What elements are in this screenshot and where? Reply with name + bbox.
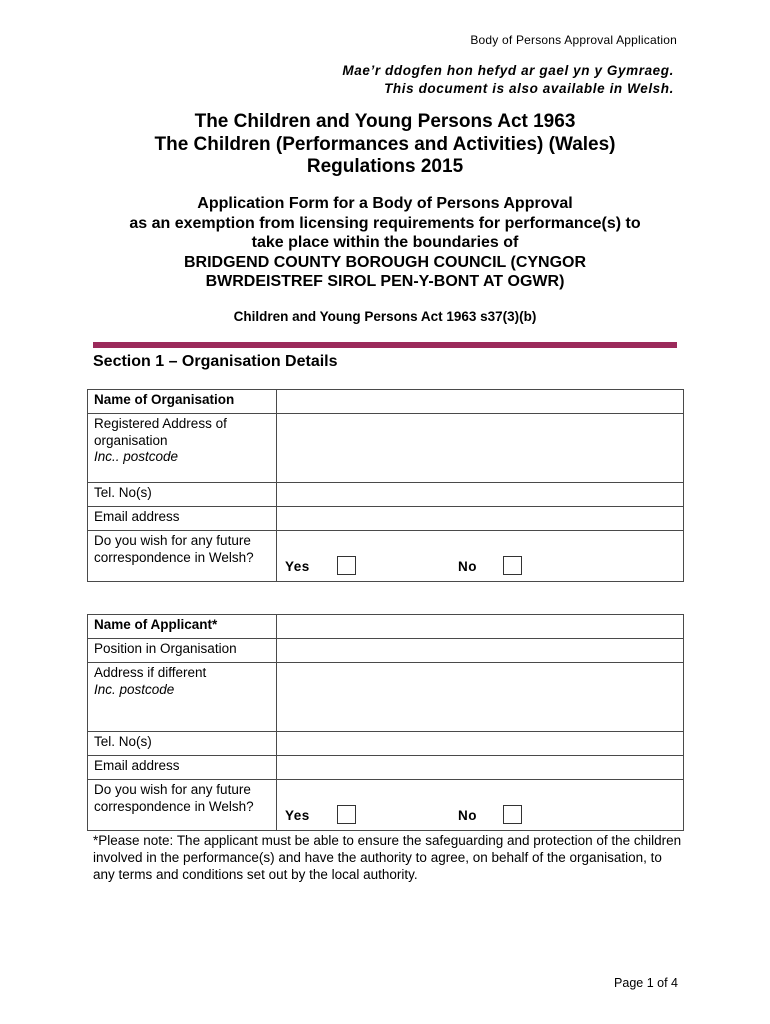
organisation-address-label: [88, 414, 277, 483]
title-line: The Children and Young Persons Act 1963: [194, 111, 576, 132]
organisation-name-field[interactable]: [277, 390, 684, 414]
subtitle-line: BWRDEISTREF SIROL PEN-Y-BONT AT OGWR): [205, 273, 565, 290]
organisation-tel-field[interactable]: [277, 483, 684, 507]
page-number: Page 1 of 4: [614, 976, 678, 990]
applicant-name-label: Name of Applicant*: [88, 615, 277, 639]
applicant-tel-label: Tel. No(s): [88, 732, 277, 756]
yes-checkbox[interactable]: [337, 556, 356, 575]
section-divider: [93, 342, 677, 348]
applicant-position-label: Position in Organisation: [88, 639, 277, 663]
act-reference: Children and Young Persons Act 1963 s37(3)(b): [233, 309, 537, 324]
applicant-name-field[interactable]: [277, 615, 684, 639]
no-label: No: [458, 558, 477, 574]
applicant-note: *Please note: The applicant must be able to ensure the safeguarding and protection of the children involved in the performance(s) and have the authority to agree, on behalf of the organisation, to any terms and conditions set out by the local authority.: [93, 833, 682, 882]
organisation-welsh-options: [277, 531, 684, 582]
organisation-name-label: Name of Organisation: [88, 390, 277, 414]
subtitle-line: BRIDGEND COUNTY BOROUGH COUNCIL (CYNGOR: [183, 253, 587, 271]
no-checkbox[interactable]: [503, 556, 522, 575]
applicant-welsh-options: [277, 780, 684, 831]
organisation-email-field[interactable]: [277, 507, 684, 531]
welsh-notice-welsh: Mae’r ddogfen hon hefyd ar gael yn y Gymraeg.: [342, 63, 674, 78]
organisation-tel-label: Tel. No(s): [88, 483, 277, 507]
subtitle-line: Application Form for a Body of Persons Approval: [197, 195, 573, 212]
organisation-address-field[interactable]: [277, 414, 684, 483]
yes-label: Yes: [285, 807, 310, 823]
address-label-text: Address if different: [94, 665, 207, 680]
applicant-email-field[interactable]: [277, 756, 684, 780]
yes-checkbox[interactable]: [337, 805, 356, 824]
address-label-text: Registered Address of organisation: [94, 416, 227, 448]
subtitle-line: as an exemption from licensing requirements for performance(s) to: [129, 214, 641, 232]
applicant-address-field[interactable]: [277, 663, 684, 732]
page-subtitle: [93, 194, 677, 292]
document-header: Body of Persons Approval Application: [470, 33, 677, 47]
applicant-details-table: [87, 614, 684, 831]
welsh-notice-english: This document is also available in Welsh.: [384, 81, 674, 96]
title-line: Regulations 2015: [306, 156, 464, 177]
applicant-address-label: [88, 663, 277, 732]
applicant-position-field[interactable]: [277, 639, 684, 663]
no-label: No: [458, 807, 477, 823]
page-title: [93, 111, 677, 179]
organisation-details-table: [87, 389, 684, 582]
organisation-welsh-label: Do you wish for any future correspondence in Welsh?: [88, 531, 277, 582]
organisation-email-label: Email address: [88, 507, 277, 531]
applicant-welsh-label: Do you wish for any future correspondence in Welsh?: [88, 780, 277, 831]
applicant-email-label: Email address: [88, 756, 277, 780]
title-line: The Children (Performances and Activities) (Wales): [154, 133, 616, 155]
applicant-tel-field[interactable]: [277, 732, 684, 756]
welsh-availability-notice: [342, 62, 674, 98]
address-hint-text: Inc.. postcode: [94, 449, 179, 464]
yes-label: Yes: [285, 558, 310, 574]
section-heading: Section 1 – Organisation Details: [93, 353, 338, 370]
address-hint-text: Inc. postcode: [94, 681, 175, 697]
no-checkbox[interactable]: [503, 805, 522, 824]
subtitle-line: take place within the boundaries of: [251, 234, 519, 251]
